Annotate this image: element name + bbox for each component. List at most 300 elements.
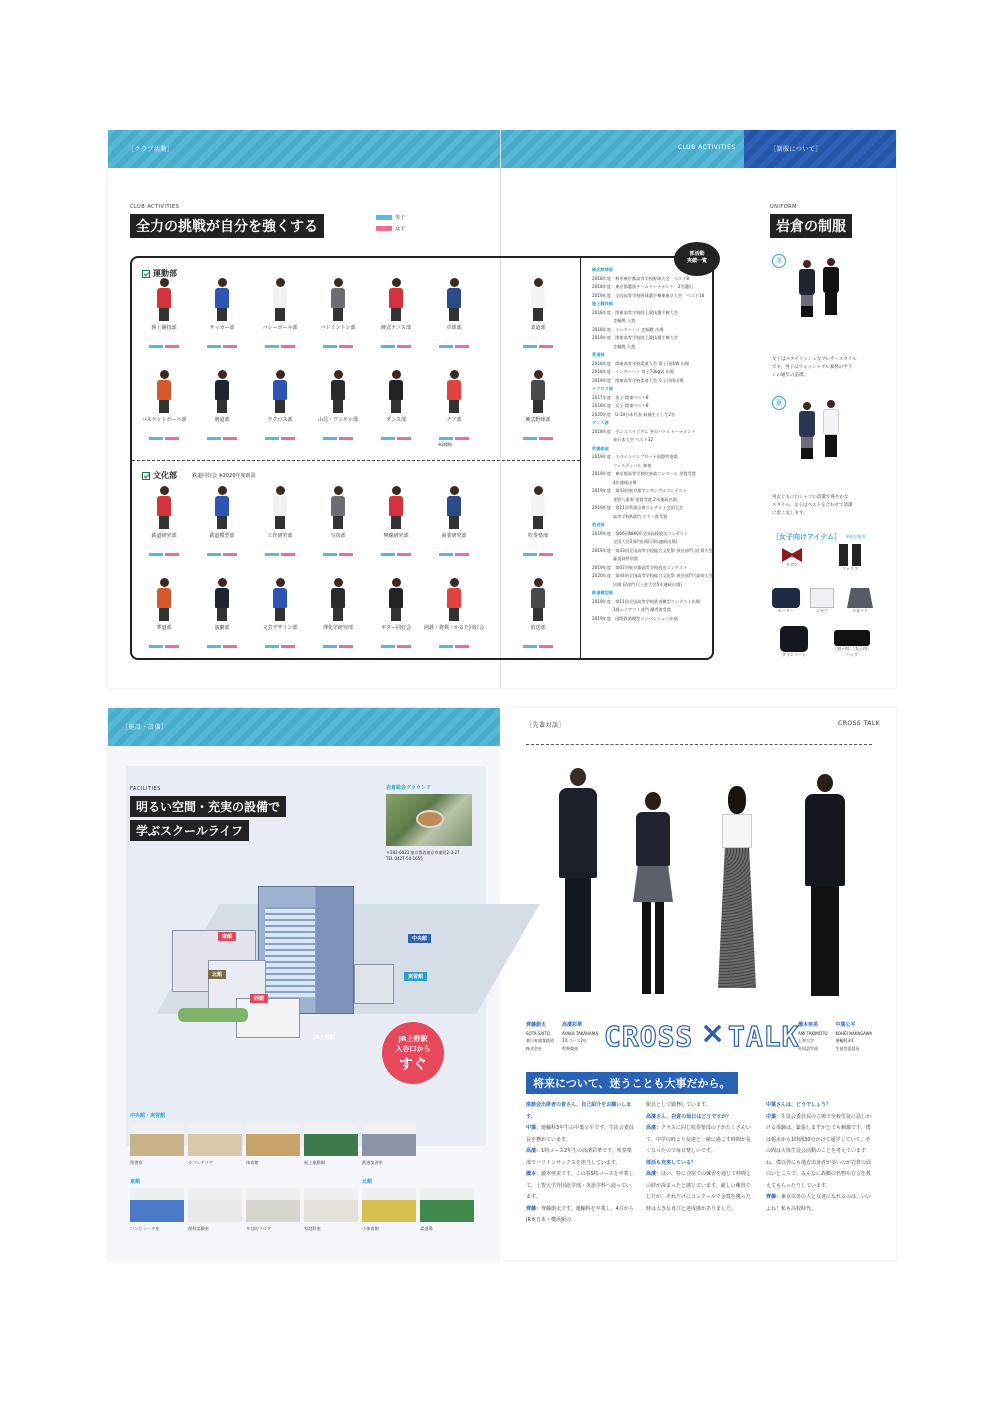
check-icon <box>142 472 150 480</box>
club-gender-bars <box>250 541 310 545</box>
facilities-title-1: 明るい空間・充実の設備で <box>130 796 286 817</box>
uniform-band-label: ［制服について］ <box>770 146 822 153</box>
club-en-label: CLUB ACTIVITIES <box>130 204 180 210</box>
facility-photo <box>188 1122 242 1156</box>
club-member-photo <box>385 578 407 622</box>
facility-photo <box>246 1188 300 1222</box>
callout-line-2: 入谷口から <box>395 1045 431 1053</box>
skirt <box>633 866 673 902</box>
record-category: 柔道部 <box>592 352 605 357</box>
record-line: 走幅跳 入賞 <box>592 343 636 349</box>
talk-speaker: 中葉： <box>766 1113 782 1120</box>
record-line: 全国大会2部門出場 (3年連続出場) <box>592 539 678 544</box>
legend <box>376 214 405 232</box>
talk-column-2 <box>646 1100 754 1215</box>
head <box>645 792 661 810</box>
club-item <box>308 486 368 545</box>
uniform-en-label: UNIFORM <box>770 204 797 210</box>
tag-central: 中央館 <box>408 934 431 943</box>
facility-caption: 理科実験室 <box>188 1226 209 1231</box>
club-name: 商業研究部 <box>441 533 467 539</box>
club-item <box>424 370 484 429</box>
facility-caption: 体育館 <box>246 1160 259 1165</box>
record-line: 2019年度 第43回全国高等学校総合文化祭 放送部門 (佐賀大会) <box>592 547 715 553</box>
ground-aerial-photo <box>386 794 472 846</box>
club-member-photo <box>385 278 407 322</box>
club-member-photo <box>211 278 233 322</box>
talk-speaker: 座談会出席者の皆さん、自己紹介をお願いします。 <box>526 1102 632 1120</box>
record-line: 2018年度 インターハイ 男子73kg級 出場 <box>592 369 674 374</box>
participant-detail: 生徒会委員長 <box>835 1045 860 1051</box>
club-gender-bars <box>508 425 568 429</box>
club-gender-bars <box>134 425 194 429</box>
item-label: スカート <box>852 608 868 613</box>
club-gender-bars <box>134 633 194 637</box>
participant-detail: 東日本旅客鉄道 <box>526 1038 554 1043</box>
club-member-photo <box>153 486 175 530</box>
facility-caption: 鉄道実習室 <box>362 1160 383 1165</box>
blazer <box>636 812 670 866</box>
callout-line-1: JR上野駅 <box>398 1035 428 1043</box>
trousers <box>811 886 839 996</box>
trees <box>178 1008 248 1022</box>
tag-west: 西館 <box>250 994 268 1003</box>
facility-caption: 柔道場 <box>420 1226 433 1231</box>
record-line: 2020年度 第44回全国高等学校総合文化祭 放送部門 (高知大会) <box>592 573 715 578</box>
club-member-photo <box>527 486 549 530</box>
record-line: 2019年度 第66回NHK杯全国高校放送コンテスト <box>592 530 689 536</box>
club-gender-bars <box>192 333 252 337</box>
participant-detail: 吹奏楽部 <box>562 1045 578 1051</box>
record-line: 金管八重奏 金賞受賞 2年連続出場 <box>592 496 677 502</box>
club-title: 全力の挑戦が自分を強くする <box>130 214 324 238</box>
talk-paragraph <box>646 1100 754 1112</box>
record-line: 2019年度 第67回東京都高等学校放送コンテスト <box>592 564 688 570</box>
talk-speaker: 高濱さん、岩倉の毎日はどうですか？ <box>646 1113 732 1120</box>
winter-icon: 冬 <box>772 254 786 268</box>
row2-title-north: 北館 <box>362 1179 373 1185</box>
talk-paragraph <box>526 1146 634 1169</box>
talk-text: 瀧本亜美です。この春S特コースを卒業して、上智大学外国語学部・英語学科へ通っています。 <box>526 1171 634 1200</box>
shirt-icon <box>810 588 834 608</box>
facilities-title-2: 学ぶスクールライフ <box>130 820 249 841</box>
club-item <box>308 578 368 637</box>
items-title: ［女子向けアイテム］ <box>772 533 842 541</box>
crosstalk-x: × <box>700 1016 726 1051</box>
record-line: 2019年度 第21回管楽合奏コンテスト全国大会 <box>592 505 684 510</box>
record-line: 出場 (2部門) (土佐大会5年連続出場) <box>592 581 682 587</box>
summer-icon: 夏 <box>772 396 786 410</box>
club-uniform-spread <box>108 130 896 688</box>
tag-north: 北館 <box>208 970 226 979</box>
coat-icon <box>780 626 808 652</box>
skirt <box>801 437 813 459</box>
club-name: 陸上競技部 <box>151 325 177 331</box>
legend-male-swatch <box>376 215 392 220</box>
record-line: 高等学校A部門 ヤマハ賞受賞 <box>592 513 668 519</box>
item-bags <box>820 630 884 658</box>
bag-icon <box>834 630 870 646</box>
participant-detail: AYAKA TAKAHAMA <box>562 1030 598 1036</box>
facility-photo <box>130 1188 184 1222</box>
talk-text: 1特コース2年生の高濱彩華です。吹奏楽部でバリトンサックスを担当しています。 <box>526 1148 632 1166</box>
club-member-photo <box>443 278 465 322</box>
white-shirt <box>823 409 839 435</box>
club-name: 囲碁・将棋・かるた同好会 <box>424 625 485 631</box>
club-item <box>192 486 252 545</box>
club-item <box>366 486 426 545</box>
talk-paragraph <box>766 1112 874 1193</box>
club-gender-bars <box>308 633 368 637</box>
facility-caption: 小体育館 <box>362 1226 379 1231</box>
club-gender-bars <box>508 541 568 545</box>
gakuran <box>805 794 845 886</box>
item-ribbon <box>774 548 810 568</box>
club-member-photo <box>527 278 549 322</box>
station-callout <box>382 1022 444 1084</box>
check-icon <box>142 270 150 278</box>
club-header-band <box>108 130 744 168</box>
facility-caption: コンピュータ室 <box>130 1226 160 1231</box>
tag-practice: 実習館 <box>404 972 427 981</box>
person-takahama <box>628 792 678 998</box>
club-member-photo <box>327 578 349 622</box>
club-item <box>366 370 426 429</box>
facility-photo <box>304 1122 358 1156</box>
record-line: 2019年度 関東高等学校陸上競技選手権大会 <box>592 335 679 340</box>
item-shirt <box>804 588 840 614</box>
club-name: 卓球部 <box>446 325 462 331</box>
participant-detail: 1年コース2年 <box>562 1038 587 1043</box>
section-divider <box>132 460 580 461</box>
legend-female <box>376 225 405 232</box>
facility-photo <box>420 1188 474 1222</box>
club-name: 硬式テニス部 <box>381 325 411 331</box>
club-member-photo <box>443 486 465 530</box>
records-list <box>592 266 715 623</box>
crosstalk-word-2: TALK <box>728 1020 800 1053</box>
facility-photo <box>130 1122 184 1156</box>
club-gender-bars <box>192 541 252 545</box>
record-line: 2018年度 関東高等学校柔道大会 男子団体戦 出場 <box>592 360 690 366</box>
club-gender-bars <box>424 541 484 545</box>
legend-male-label: 男子 <box>395 215 406 221</box>
cheer-note: ※2種類 <box>438 442 452 447</box>
crosstalk-band-en: CROSS TALK <box>838 720 881 727</box>
station-label: JR上野駅 <box>314 1035 335 1041</box>
club-band-label-en: CLUB ACTIVITIES <box>678 144 736 151</box>
talk-paragraph <box>646 1112 754 1124</box>
club-member-photo <box>385 486 407 530</box>
club-member-photo <box>443 578 465 622</box>
club-member-photo <box>527 578 549 622</box>
person-takimoto <box>712 786 762 998</box>
club-gender-bars <box>424 425 484 429</box>
club-item <box>366 278 426 337</box>
culture-label-text: 文化部 <box>153 471 177 480</box>
suit <box>559 788 597 878</box>
winter-boy <box>822 258 840 316</box>
callout-line-3: すぐ <box>399 1057 427 1073</box>
record-line: 東日本大会 ベスト32 <box>592 437 654 442</box>
club-gender-bars <box>366 541 426 545</box>
trousers <box>825 293 837 315</box>
ground-label: 岩倉総合グラウンド <box>386 785 432 791</box>
participant-detail: AMI TAKIMOTO <box>798 1030 828 1036</box>
summer-desc: 男女ともに白シャツの清潔で爽やかな スタイル。女子はベストを合わせて清潔 に着こなします。 <box>772 495 853 516</box>
club-item <box>508 486 568 545</box>
talk-speaker: 瀧本： <box>526 1171 542 1177</box>
winter-desc: 女子はスタイリッシュなブレザースタイル です。男子はウォッシャブル素材の学ラ ンの通年の詰襟。 <box>772 357 857 378</box>
legend-female-label: 女子 <box>395 226 406 232</box>
talk-column-1 <box>526 1100 634 1227</box>
talk-paragraph <box>526 1123 634 1146</box>
club-member-photo <box>211 578 233 622</box>
participant <box>798 1022 828 1052</box>
club-member-photo <box>211 486 233 530</box>
club-item <box>192 278 252 337</box>
long-skirt <box>718 848 756 988</box>
facility-photo <box>304 1188 358 1222</box>
talk-text: 運輸科3年生の中葉公平です。生徒会委員長を務めています。 <box>526 1125 634 1143</box>
club-name: 鉄道模型部 <box>209 533 235 539</box>
item-label: ダウンコート <box>782 652 806 657</box>
club-gender-bars <box>192 425 252 429</box>
trousers <box>565 878 591 992</box>
facilities-en-label: FACILITIES <box>130 786 161 792</box>
gakuran <box>823 267 839 293</box>
talk-speaker: 部活も充実している？ <box>646 1159 697 1166</box>
club-item <box>250 370 310 429</box>
talk-paragraph <box>526 1169 634 1204</box>
record-line: 2019年度 国際鉄道模型コンベンション出展 <box>592 615 678 621</box>
head <box>728 786 746 814</box>
club-member-photo <box>443 370 465 414</box>
crosstalk-word-1: CROSS <box>604 1020 694 1053</box>
person-nakagawa <box>798 774 852 998</box>
record-line: フェスティバル 参加 <box>592 462 652 468</box>
club-item <box>192 370 252 429</box>
skirt <box>801 295 813 317</box>
facility-photo <box>246 1122 300 1156</box>
record-line: 2019年度 スペインバンプローナ国際吹奏楽 <box>592 454 678 459</box>
club-member-photo <box>327 486 349 530</box>
participant-name: 瀧本亜美 <box>798 1022 819 1028</box>
item-label: シャツ <box>816 608 828 613</box>
club-gender-bars <box>192 633 252 637</box>
participant-detail: 外国語学部 <box>798 1045 818 1051</box>
club-gender-bars <box>250 633 310 637</box>
club-gender-bars <box>250 333 310 337</box>
legs <box>642 902 664 994</box>
item-sweater <box>766 588 806 614</box>
club-item <box>508 370 568 429</box>
club-gender-bars <box>508 333 568 337</box>
record-line: 2019年度 全国高等学校野球選手権東東京大会 ベスト16 <box>592 292 705 298</box>
record-line: 2018年度 関東高等学校陸上競技選手権大会 <box>592 309 679 315</box>
facility-caption: 家庭科室 <box>304 1226 321 1231</box>
record-category: 吹奏楽部 <box>592 445 609 451</box>
club-member-photo <box>153 370 175 414</box>
winter-girl <box>798 260 816 318</box>
club-gender-bars <box>508 633 568 637</box>
club-member-photo <box>327 278 349 322</box>
person-saito <box>554 768 602 998</box>
club-item <box>508 578 568 637</box>
vest <box>799 411 815 437</box>
club-item <box>308 278 368 337</box>
participant <box>526 1022 554 1052</box>
record-line: 2019年度 関東高等学校柔道大会 女子団体出場 <box>592 377 684 383</box>
skirt-icon <box>847 588 873 608</box>
crosstalk-rule <box>526 744 872 745</box>
record-line: 2018年度 秋季東京都高等学校野球大会 ベスト8 <box>592 275 690 281</box>
club-member-photo <box>153 278 175 322</box>
club-name: 硬式野球部 <box>525 417 551 423</box>
record-category: 放送部 <box>592 522 605 527</box>
ground-track <box>416 810 444 828</box>
club-name: 華道部 <box>156 625 172 631</box>
club-name: 理化学研究部 <box>322 625 353 631</box>
head <box>570 768 586 786</box>
club-member-photo <box>527 370 549 414</box>
club-gender-bars <box>366 333 426 337</box>
record-line: 1畳レイアウト部門 優秀賞受賞 <box>592 607 672 612</box>
item-socks <box>830 544 870 572</box>
participant-detail: SOTA SAITO <box>526 1030 550 1036</box>
item-label: ［男子用］［女子用］ バッグ <box>833 646 871 657</box>
club-name: 剣道部 <box>214 417 230 423</box>
head <box>827 400 835 408</box>
trousers <box>825 435 837 457</box>
talk-speaker: 高濱： <box>526 1148 542 1154</box>
club-member-photo <box>153 578 175 622</box>
talk-paragraph <box>526 1100 634 1123</box>
summer-girl <box>798 402 816 460</box>
club-member-photo <box>211 370 233 414</box>
record-line: 2018年度 ダンススタジアム 冬のバトルトーナメント <box>592 428 696 434</box>
record-category: 硬式野球部 <box>592 267 613 272</box>
culture-section-label <box>142 470 177 481</box>
participant-detail: KOHEI NAKAGAWA <box>835 1030 873 1036</box>
club-gender-bars <box>424 333 484 337</box>
club-band-label: ［クラブ活動］ <box>128 146 174 153</box>
row1-title: 中央館・実習館 <box>130 1113 166 1119</box>
participant-detail: 株式会社 <box>526 1045 542 1051</box>
club-item <box>134 278 194 337</box>
participant-detail: 上智大学 <box>798 1038 814 1043</box>
tag-east: 東館 <box>218 932 236 941</box>
talk-title: 将来について、迷うことも大事だから。 <box>526 1072 738 1094</box>
participant <box>562 1022 598 1052</box>
talk-speaker: 中葉さんは、どうでしょう？ <box>766 1102 832 1108</box>
club-member-photo <box>385 370 407 414</box>
club-name: 演劇部 <box>214 625 230 631</box>
club-gender-bars <box>134 333 194 337</box>
practice-building <box>354 964 394 1004</box>
head <box>803 260 811 268</box>
club-item <box>134 486 194 545</box>
legend-male <box>376 214 405 221</box>
row2-title-east: 東館 <box>130 1179 141 1185</box>
facility-caption: 図書室 <box>130 1160 143 1165</box>
club-gender-bars <box>366 633 426 637</box>
club-name: ダンス部 <box>386 417 406 423</box>
facility-caption: 屋上運動場 <box>304 1160 325 1165</box>
club-member-photo <box>269 486 291 530</box>
club-item <box>424 278 484 337</box>
club-name: 吹奏楽部 <box>527 533 548 539</box>
club-name: ギター同好会 <box>381 625 411 631</box>
club-gender-bars <box>308 333 368 337</box>
club-name: 柔道部 <box>530 325 546 331</box>
item-skirt <box>840 588 880 614</box>
central-building <box>258 886 354 1014</box>
club-name: サッカー部 <box>209 325 235 331</box>
right-participants <box>798 1022 880 1052</box>
record-line: 2019年度 第43回東京都アンサンブルコンテスト <box>592 488 687 493</box>
record-line: 2019年度 第11回全国高等学校鉄道模型コンテスト出場 <box>592 598 700 604</box>
record-line: 2018年度 女子 関東ベスト8 <box>592 403 649 408</box>
talk-paragraph <box>646 1169 754 1215</box>
blazer <box>799 269 815 295</box>
club-gender-bars <box>250 425 310 429</box>
club-member-photo <box>327 370 349 414</box>
club-gender-bars <box>308 541 368 545</box>
talk-text: 生徒会委員長の立場で全校生徒に話しかける体験は、緊張しますがとても刺激です。僕は栃木から1時間30分かけて通学していて、その間は大体生徒会活動のことを考えていますね。僕以外にも地方出身者が多いのが岩倉の面白いところで、みんなに故郷の名物や方言を教えてもらったりしています。 <box>766 1113 872 1189</box>
club-name: バドミントン部 <box>320 325 356 331</box>
club-name: 鉄道研究部 <box>151 533 177 539</box>
participant-name: 齊藤創太 <box>526 1022 547 1028</box>
talk-text: はい。特に合宿での練習を通じて仲間との絆が深まったと感じています。厳しい練習でしたが、それだけにコンクールで金賞を獲った時は大きな喜びと達成感がありました。 <box>646 1171 752 1212</box>
left-participants <box>526 1022 606 1052</box>
record-line: 走幅跳 入賞 <box>592 318 636 323</box>
club-member-photo <box>269 370 291 414</box>
talk-speaker: 高濱： <box>646 1171 662 1177</box>
participant-name: 中葉公平 <box>835 1022 856 1028</box>
item-label: セーター <box>778 608 794 613</box>
record-line: 4年連続出場 <box>592 479 637 485</box>
white-top <box>722 814 752 848</box>
facility-caption: カフェテリア <box>188 1160 213 1165</box>
record-line: 審査員特別賞 <box>592 556 639 561</box>
record-category: 鉄道模型部 <box>592 590 613 595</box>
club-name: 無線研究部 <box>383 533 409 539</box>
club-name: バスケットボール部 <box>141 417 187 423</box>
record-line: 2017年度 男子 関東ベスト8 <box>592 394 649 400</box>
talk-speaker: 駅員として勤務しています。 <box>646 1102 711 1108</box>
ground-address: 〒282-6023 東京都西東京市東町2-3-27 TEL 0427-54-1655 <box>386 850 460 861</box>
record-line: 2018年度 東京都選抜チームトーナメント 2名選出 <box>592 284 694 289</box>
club-gender-bars <box>308 425 368 429</box>
talk-paragraph <box>646 1158 754 1170</box>
summer-boy <box>822 400 840 458</box>
item-label: リボン <box>786 562 798 567</box>
club-name: チア部 <box>446 417 462 423</box>
uniform-title: 岩倉の制服 <box>770 214 852 238</box>
facility-photo <box>188 1188 242 1222</box>
club-member-photo <box>269 278 291 322</box>
legend-female-swatch <box>376 226 392 231</box>
item-label: ソックス <box>842 566 858 571</box>
record-line: 2018年度 インターハイ 走幅跳 出場 <box>592 326 664 332</box>
records-bubble-text: 部活動 実績一覧 <box>686 251 707 264</box>
club-item <box>366 578 426 637</box>
club-item <box>134 370 194 429</box>
participant-detail: 運輸科3年 <box>835 1038 855 1043</box>
club-name: 放送部 <box>530 625 546 631</box>
talk-text: クラスに同じ吹奏楽部の子がたくさんいて、中学の時より友達と一緒に過ごす時間が長くなったので毎日楽しいです。 <box>646 1125 751 1154</box>
